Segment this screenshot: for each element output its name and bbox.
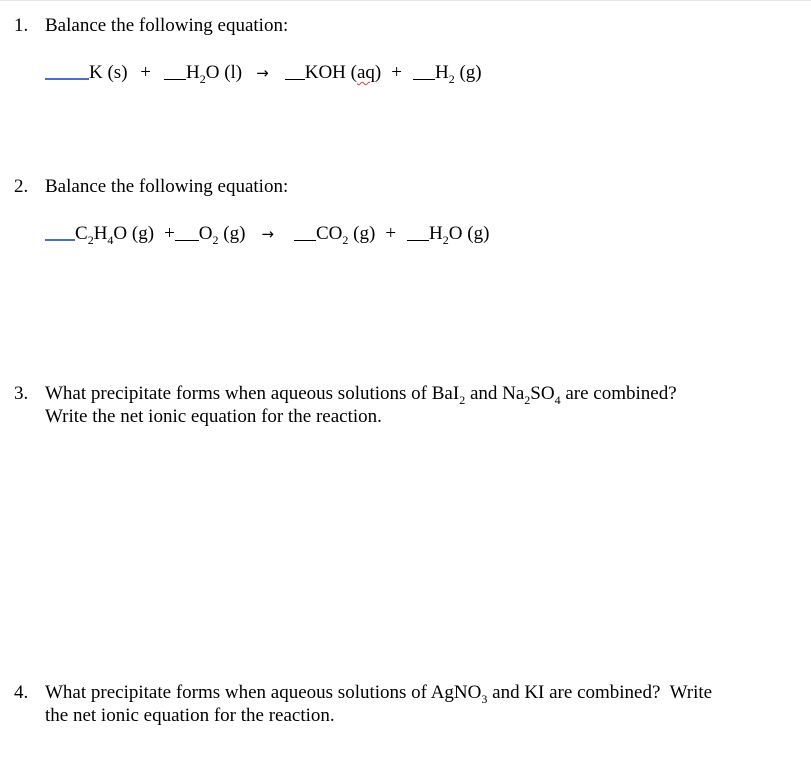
term-water: $H_2O$ (g) xyxy=(429,223,490,247)
reaction-arrow-icon: → xyxy=(261,225,274,243)
term-hydrogen: $H_2$ (g) xyxy=(434,62,482,86)
term-water: $H_2O$ (l) xyxy=(186,62,243,86)
question-3-line-2: Write the net ionic equation for the reaction. xyxy=(45,406,382,427)
term-potassium: K (s) xyxy=(89,62,128,83)
term-oxygen: $O_2$ (g) xyxy=(198,223,246,247)
question-2-equation xyxy=(45,223,489,248)
question-4-line-2: the net ionic equation for the reaction. xyxy=(45,705,335,726)
coefficient-blank-o2[interactable] xyxy=(175,239,199,241)
question-3-number: 3. xyxy=(14,383,29,404)
question-1-equation xyxy=(45,62,482,87)
question-2-number: 2. xyxy=(14,176,29,197)
page-top-rule xyxy=(0,0,811,1)
plus-sign: + xyxy=(140,62,151,83)
term-koh: KOH (aq) xyxy=(304,62,382,83)
coefficient-blank-koh[interactable] xyxy=(285,78,305,80)
coefficient-blank-h2o[interactable] xyxy=(164,78,186,80)
question-2-prompt: Balance the following equation: xyxy=(45,176,289,197)
plus-sign: + xyxy=(391,62,402,83)
question-4-line-1: What precipitate forms when aqueous solutions of AgNO$_3$ and KI are combined? Write xyxy=(45,682,713,706)
plus-sign: + xyxy=(385,223,397,244)
question-1-prompt: Balance the following equation: xyxy=(45,15,289,36)
coefficient-blank-k[interactable] xyxy=(45,77,89,80)
subscript: 2 xyxy=(199,71,206,86)
reaction-arrow-icon: → xyxy=(256,64,269,82)
term-c2h4o: $C_2H_4O$ (g) xyxy=(75,223,155,247)
question-1-number: 1. xyxy=(14,15,29,36)
term-co2: $CO_2$ (g) xyxy=(316,223,376,247)
question-3-line-1: What precipitate forms when aqueous solutions of BaI$_2$ and $Na_2SO_4$ are combined? xyxy=(45,383,677,407)
plus-sign: + xyxy=(164,223,175,244)
spellcheck-flag: aq xyxy=(356,62,375,83)
coefficient-blank-h2[interactable] xyxy=(413,78,435,80)
coefficient-blank-co2[interactable] xyxy=(294,239,316,241)
coefficient-blank-h2o[interactable] xyxy=(407,239,429,241)
question-4-number: 4. xyxy=(14,682,29,703)
coefficient-blank-c2h4o[interactable] xyxy=(45,238,75,241)
